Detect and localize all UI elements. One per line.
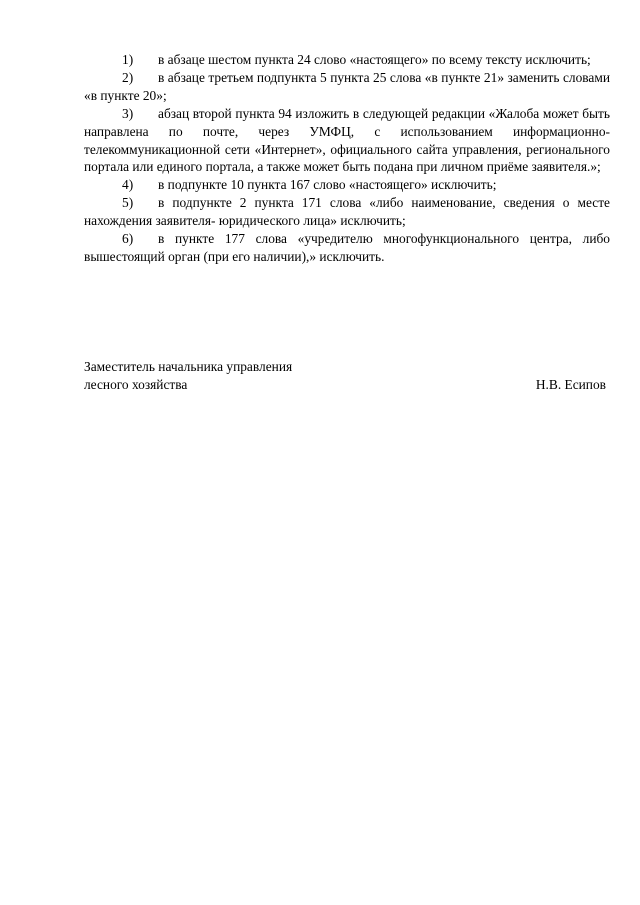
- list-item: [84, 105, 610, 177]
- list-item: [84, 230, 610, 266]
- amendments-list: [84, 51, 610, 266]
- list-item: [84, 176, 610, 194]
- item-number: 1): [122, 52, 134, 67]
- signer-name: Н.В. Есипов: [535, 376, 606, 392]
- item-text: в абзаце шестом пункта 24 слово «настоящего» по всему тексту исключить;: [158, 52, 591, 67]
- signer-position-line2: лесного хозяйства: [84, 376, 188, 392]
- item-number: 5): [122, 195, 134, 211]
- item-text: в подпункте 10 пункта 167 слово «настоящего» исключить;: [158, 177, 497, 193]
- item-text: абзац второй пункта 94 изложить в следующей редакции «Жалоба может быть направлена по почте, через УМФЦ, с использованием информационно-телекоммуникационной сети «Интернет», официального сайта управления, регионального портала или единого портала, а также может быть подана при личном приёме заявителя.»;: [84, 105, 610, 175]
- item-text: в абзаце третьем подпункта 5 пункта 25 слова «в пункте 21» заменить словами «в пункте 20»;: [84, 69, 610, 103]
- item-number: 6): [122, 231, 134, 247]
- item-number: 2): [122, 69, 134, 85]
- signature-block: [84, 358, 606, 394]
- item-text: в пункте 177 слова «учредителю многофункционального центра, либо вышестоящий орган (при его наличии),» исключить.: [84, 231, 610, 264]
- list-item: [84, 51, 610, 69]
- item-number: 4): [122, 177, 134, 193]
- signature-row: [84, 376, 606, 394]
- item-text: в подпункте 2 пункта 171 слова «либо наименование, сведения о месте нахождения заявителя- юридического лица» исключить;: [84, 195, 610, 229]
- list-item: [84, 69, 610, 105]
- list-item: [84, 194, 610, 230]
- item-number: 3): [122, 105, 134, 121]
- signer-position-line1: Заместитель начальника управления: [84, 359, 293, 374]
